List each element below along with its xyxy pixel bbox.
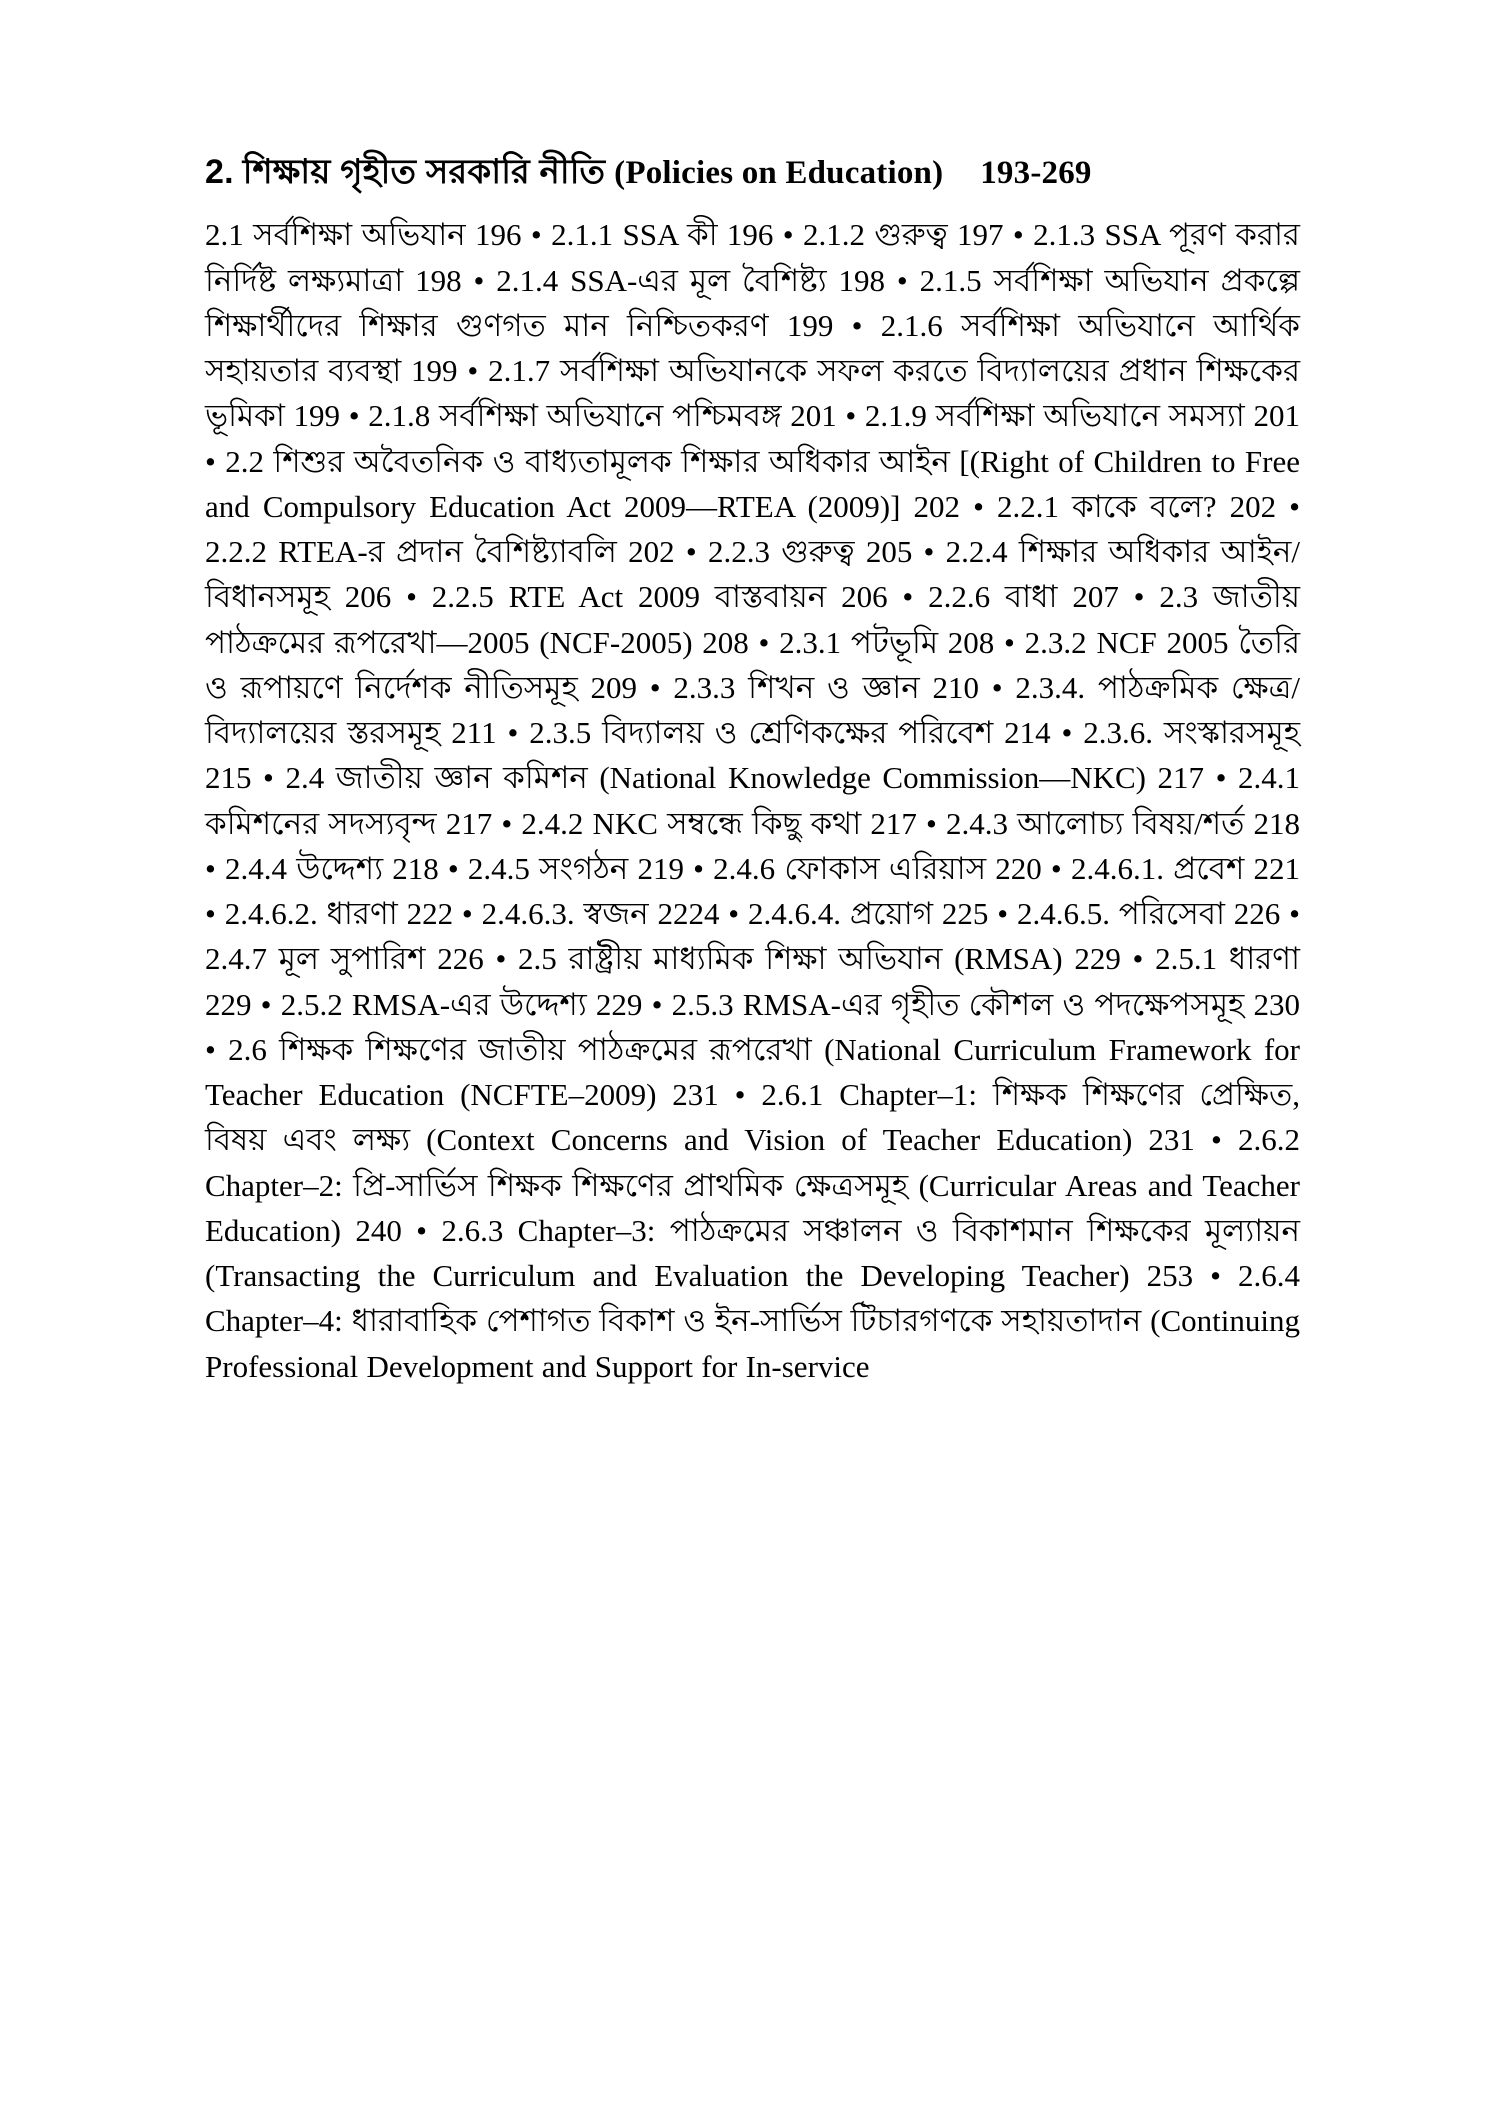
toc-entry-list: 2.1 সর্বশিক্ষা অভিযান 196 • 2.1.1 SSA কী 196 • 2.1.2 গুরুত্ব 197 • 2.1.3 SSA পূরণ করার নির্দিষ্ট লক্ষ্যমাত্রা 198 • 2.1.4 SSA-এর মূল বৈশিষ্ট্য 198 • 2.1.5 সর্বশিক্ষা অভিযান প্রকল্পে শিক্ষার্থীদের শিক্ষার গুণগত মান নিশ্চিতকরণ 199 • 2.1.6 সর্বশিক্ষা অভিযানে আর্থিক সহায়তার ব্যবস্থা 199 • 2.1.7 সর্বশিক্ষা অভিযানকে সফল করতে বিদ্যালয়ের প্রধান শিক্ষকের ভূমিকা 199 • 2.1.8 সর্বশিক্ষা অভিযানে পশ্চিমবঙ্গ 201 • 2.1.9 সর্বশিক্ষা অভিযানে সমস্যা 201 • 2.2 শিশুর অবৈতনিক ও বাধ্যতামূলক শিক্ষার অধিকার আইন [(Right of Children to Free and Compulsory Education Act 2009—RTEA (2009)] 202 • 2.2.1 কাকে বলে? 202 • 2.2.2 RTEA-র প্রদান বৈশিষ্ট্যাবলি 202 • 2.2.3 গুরুত্ব 205 • 2.2.4 শিক্ষার অধিকার আইন/বিধানসমূহ 206 • 2.2.5 RTE Act 2009 বাস্তবায়ন 206 • 2.2.6 বাধা 207 • 2.3 জাতীয় পাঠক্রমের রূপরেখা—2005 (NCF-2005) 208 • 2.3.1 পটভূমি 208 • 2.3.2 NCF 2005 তৈরি ও রূপায়ণে নির্দেশক নীতিসমূহ 209 • 2.3.3 শিখন ও জ্ঞান 210 • 2.3.4. পাঠক্রমিক ক্ষেত্র/বিদ্যালয়ের স্তরসমূহ 211 • 2.3.5 বিদ্যালয় ও শ্রেণিকক্ষের পরিবেশ 214 • 2.3.6. সংস্কারসমূহ 215 • 2.4 জাতীয় জ্ঞান কমিশন (National Knowledge Commission—NKC) 217 • 2.4.1 কমিশনের সদস্যবৃন্দ 217 • 2.4.2 NKC সম্বন্ধে কিছু কথা 217 • 2.4.3 আলোচ্য বিষয়/শর্ত 218 • 2.4.4 উদ্দেশ্য 218 • 2.4.5 সংগঠন 219 • 2.4.6 ফোকাস এরিয়াস 220 • 2.4.6.1. প্রবেশ 221 • 2.4.6.2. ধারণা 222 • 2.4.6.3. স্বজন 2224 • 2.4.6.4. প্রয়োগ 225 • 2.4.6.5. পরিসেবা 226 • 2.4.7 মূল সুপারিশ 226 • 2.5 রাষ্ট্রীয় মাধ্যমিক শিক্ষা অভিযান (RMSA) 229 • 2.5.1 ধারণা 229 • 2.5.2 RMSA-এর উদ্দেশ্য 229 • 2.5.3 RMSA-এর গৃহীত কৌশল ও পদক্ষেপসমূহ 230 • 2.6 শিক্ষক শিক্ষণের জাতীয় পাঠক্রমের রূপরেখা (National Curriculum Framework for Teacher Education (NCFTE–2009) 231 • 2.6.1 Chapter–1: শিক্ষক শিক্ষণের প্রেক্ষিত, বিষয় এবং লক্ষ্য (Context Concerns and Vision of Teacher Education) 231 • 2.6.2 Chapter–2: প্রি-সার্ভিস শিক্ষক শিক্ষণের প্রাথমিক ক্ষেত্রসমূহ (Curricular Areas and Teacher Education) 240 • 2.6.3 Chapter–3: পাঠক্রমের সঞ্চালন ও বিকাশমান শিক্ষকের মূল্যায়ন (Transacting the Curriculum and Evaluation the Developing Teacher) 253 • 2.6.4 Chapter–4: ধারাবাহিক পেশাগত বিকাশ ও ইন-সার্ভিস টিচারগণকে সহায়তাদান (Continuing Professional Development and Support for In-service bbox=[205, 217, 1300, 1384]
chapter-heading bbox=[205, 150, 1300, 194]
chapter-title-bengali: শিক্ষায় গৃহীত সরকারি নীতি bbox=[242, 153, 606, 191]
chapter-page-range: 193-269 bbox=[980, 155, 1092, 191]
chapter-title-english: (Policies on Education) bbox=[614, 155, 944, 191]
chapter-number: 2. bbox=[205, 153, 234, 191]
